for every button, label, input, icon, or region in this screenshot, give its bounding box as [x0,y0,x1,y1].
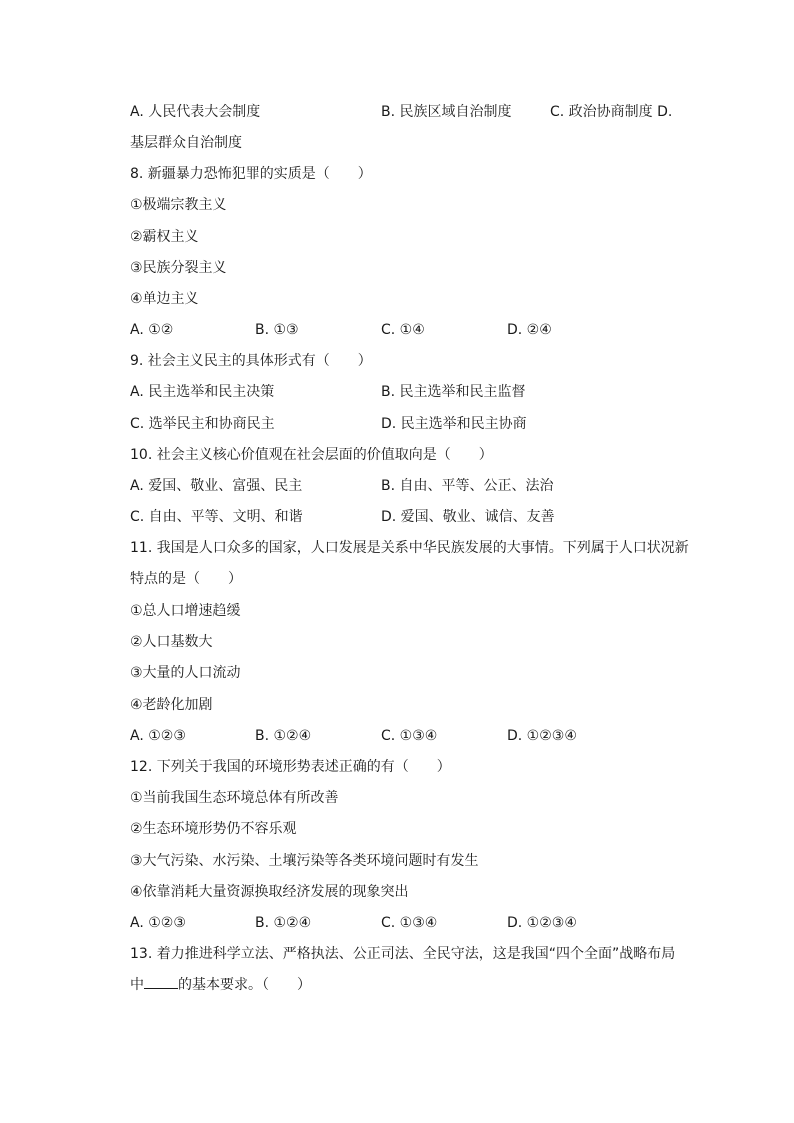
q13-stem-pre: 中 [130,977,144,993]
q8-option-b: B. ①③ [255,322,299,338]
q12-option-a: A. ①②③ [130,915,186,931]
q10-option-a: A. 爱国、敬业、富强、民主 [130,478,303,494]
q10-option-b: B. 自由、平等、公正、法治 [381,478,554,494]
q12-item-3: ③大气污染、水污染、土壤污染等各类环境问题时有发生 [130,853,479,869]
q9-option-d: D. 民主选举和民主协商 [381,416,527,432]
q12-item-2: ②生态环境形势仍不容乐观 [130,821,297,837]
q8-option-d: D. ②④ [507,322,552,338]
q8-item-1: ①极端宗教主义 [130,197,227,213]
q11-item-1: ①总人口增速趋缓 [130,603,241,619]
q9-option-c: C. 选举民主和协商民主 [130,416,275,432]
q8-stem: 8. 新疆暴力恐怖犯罪的实质是（ ） [130,166,372,182]
q13-stem-line-2 [130,974,311,996]
q12-option-c: C. ①③④ [381,915,438,931]
q9-option-a: A. 民主选举和民主决策 [130,384,275,400]
q12-stem: 12. 下列关于我国的环境形势表述正确的有（ ） [130,759,451,775]
q11-item-2: ②人口基数大 [130,634,213,650]
q10-stem: 10. 社会主义核心价值观在社会层面的价值取向是（ ） [130,447,493,463]
q11-option-b: B. ①②④ [255,728,312,744]
q10-option-c: C. 自由、平等、文明、和谐 [130,509,303,525]
q13-stem-post: 的基本要求。（ ） [178,977,311,993]
q11-option-a: A. ①②③ [130,728,186,744]
q11-options-row [130,725,690,747]
q7-options-row [130,101,690,123]
q10-options-row-1 [130,475,690,497]
q10-option-d: D. 爱国、敬业、诚信、友善 [381,509,555,525]
q12-options-row [130,912,690,934]
q10-options-row-2 [130,506,690,528]
q13-answer-blank [144,974,178,989]
q11-option-d: D. ①②③④ [507,728,577,744]
q12-option-d: D. ①②③④ [507,915,577,931]
q8-item-2: ②霸权主义 [130,229,199,245]
q8-option-c: C. ①④ [381,322,425,338]
q9-options-row-1 [130,381,690,403]
q9-option-b: B. 民主选举和民主监督 [381,384,526,400]
q9-options-row-2 [130,413,690,435]
q12-item-1: ①当前我国生态环境总体有所改善 [130,790,339,806]
q8-item-3: ③民族分裂主义 [130,260,227,276]
q7-option-a: A. 人民代表大会制度 [130,104,261,120]
q12-option-b: B. ①②④ [255,915,312,931]
q11-item-3: ③大量的人口流动 [130,665,241,681]
q8-item-4: ④单边主义 [130,291,199,307]
q7-option-b: B. 民族区域自治制度 [381,104,512,120]
q12-item-4: ④依靠消耗大量资源换取经济发展的现象突出 [130,884,409,900]
q8-options-row [130,319,690,341]
q11-stem-line-2: 特点的是（ ） [130,571,242,587]
q8-option-a: A. ①② [130,322,174,338]
q11-item-4: ④老龄化加剧 [130,697,213,713]
q7-option-d-continued: 基层群众自治制度 [130,135,242,151]
q9-stem: 9. 社会主义民主的具体形式有（ ） [130,353,372,369]
q7-option-c: C. 政治协商制度 D. [550,104,673,120]
q11-option-c: C. ①③④ [381,728,438,744]
q13-stem-line-1: 13. 着力推进科学立法、严格执法、公正司法、全民守法，这是我国“四个全面”战略布局 [130,946,676,962]
q11-stem-line-1: 11. 我国是人口众多的国家，人口发展是关系中华民族发展的大事情。下列属于人口状况新 [130,540,689,556]
